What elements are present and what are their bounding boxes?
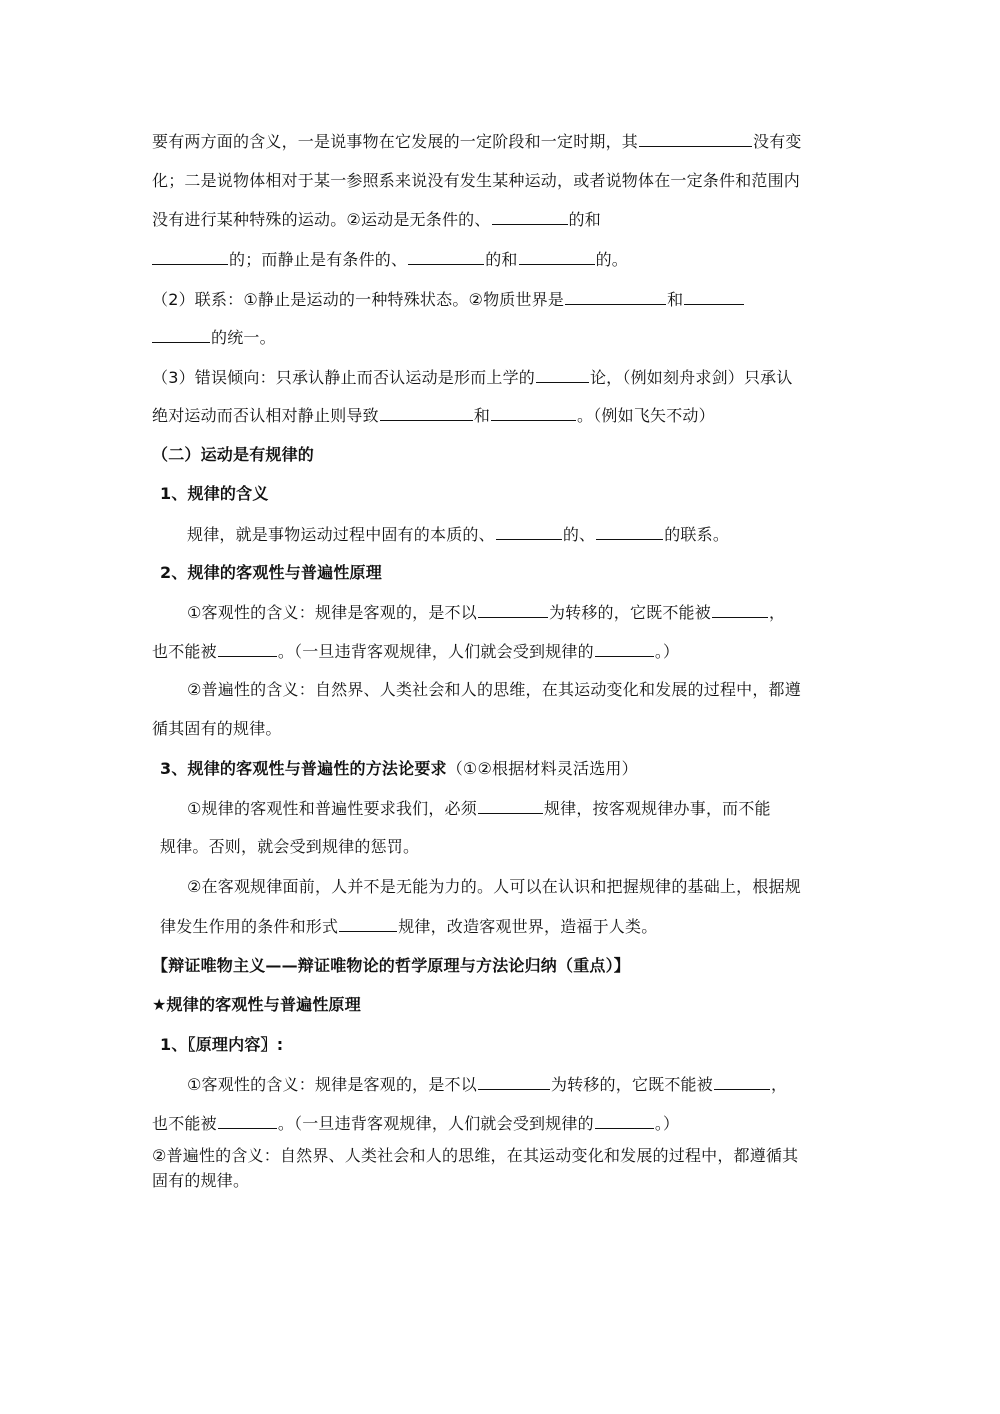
fill-blank[interactable] — [595, 640, 654, 657]
text-line: ②普遍性的含义：自然界、人类社会和人的思维，在其运动变化和发展的过程中，都遵 — [187, 680, 801, 699]
text: ， — [770, 1075, 788, 1094]
text: ①规律的客观性和普遍性要求我们，必须 — [187, 799, 477, 818]
text: 的、 — [562, 525, 596, 544]
fill-blank[interactable] — [478, 797, 543, 814]
text: 律发生作用的条件和形式 — [160, 917, 339, 936]
text: 绝对运动而否认相对静止则导致 — [152, 406, 379, 425]
fill-blank[interactable] — [152, 248, 228, 265]
text: 没有变 — [753, 132, 802, 151]
text: 为转移的，它既不能被 — [548, 603, 711, 622]
text: 没有进行某种特殊的运动。②运动是无条件的、 — [152, 210, 491, 229]
fill-blank[interactable] — [712, 601, 768, 618]
text: 。） — [654, 1114, 680, 1133]
fill-blank[interactable] — [536, 366, 589, 383]
text-line — [152, 170, 800, 192]
text: （3）错误倾向：只承认静止而否认运动是形而上学的 — [152, 368, 535, 387]
fill-blank[interactable] — [339, 915, 397, 932]
text: ①客观性的含义：规律是客观的，是不以 — [187, 603, 477, 622]
text-line — [152, 366, 793, 388]
text-line — [187, 523, 729, 545]
text: 规律，改造客观世界，造福于人类。 — [398, 917, 658, 936]
text: 规律，按客观规律办事，而不能 — [543, 799, 771, 818]
text: 也不能被 — [152, 642, 217, 661]
text-line — [152, 208, 601, 230]
text-line: 固有的规律。 — [152, 1171, 250, 1190]
fill-blank[interactable] — [684, 288, 744, 305]
fill-blank[interactable] — [218, 1112, 277, 1129]
text: 的和 — [485, 250, 518, 269]
text-line — [152, 288, 745, 310]
text: 为转移的，它既不能被 — [550, 1075, 713, 1094]
fill-blank[interactable] — [408, 248, 484, 265]
text: （①②根据材料灵活选用） — [446, 759, 638, 778]
subheading: 2、规律的客观性与普遍性原理 — [160, 563, 382, 582]
text-line — [152, 326, 276, 348]
fill-blank[interactable] — [565, 288, 666, 305]
text: （2）联系：①静止是运动的一种特殊状态。②物质世界是 — [152, 290, 565, 309]
fill-blank[interactable] — [218, 640, 277, 657]
section-heading: ★规律的客观性与普遍性原理 — [152, 995, 361, 1014]
text-line — [187, 1073, 787, 1095]
fill-blank[interactable] — [519, 248, 595, 265]
text: 的和 — [568, 210, 601, 229]
fill-blank[interactable] — [496, 523, 562, 540]
text: 。（例如飞矢不动） — [577, 406, 715, 425]
text: 的联系。 — [664, 525, 730, 544]
section-heading: （二）运动是有规律的 — [152, 445, 315, 464]
fill-blank[interactable] — [152, 326, 210, 343]
text-line: 循其固有的规律。 — [152, 719, 282, 738]
text-line — [152, 404, 715, 426]
subheading: 1、规律的含义 — [160, 484, 269, 503]
text-line — [160, 915, 657, 937]
text-line — [152, 130, 802, 152]
fill-blank[interactable] — [492, 208, 568, 225]
subheading: 1、〖原理内容〗: — [160, 1035, 284, 1054]
fill-blank[interactable] — [380, 404, 473, 421]
text: 的。 — [595, 250, 629, 269]
text: ①客观性的含义：规律是客观的，是不以 — [187, 1075, 477, 1094]
fill-blank[interactable] — [478, 601, 548, 618]
text-line — [187, 601, 785, 623]
text: 和 — [667, 290, 684, 309]
fill-blank[interactable] — [714, 1073, 770, 1090]
text-line: ②在客观规律面前，人并不是无能为力的。人可以在认识和把握规律的基础上，根据规 — [187, 877, 801, 896]
text: 。（一旦违背客观规律，人们就会受到规律的 — [277, 642, 594, 661]
text-line — [187, 797, 771, 819]
text: 。（一旦违背客观规律，人们就会受到规律的 — [277, 1114, 594, 1133]
fill-blank[interactable] — [639, 130, 752, 147]
text: 规律，就是事物运动过程中固有的本质的、 — [187, 525, 495, 544]
text: 和 — [473, 406, 491, 425]
fill-blank[interactable] — [491, 404, 576, 421]
text: 要有两方面的含义，一是说事物在它发展的一定阶段和一定时期，其 — [152, 132, 639, 151]
text-line — [152, 1112, 679, 1134]
text-line — [152, 248, 628, 270]
fill-blank[interactable] — [595, 1112, 654, 1129]
text-line: ②普遍性的含义：自然界、人类社会和人的思维，在其运动变化和发展的过程中，都遵循其 — [152, 1146, 799, 1165]
text: 的；而静止是有条件的、 — [229, 250, 408, 269]
fill-blank[interactable] — [478, 1073, 550, 1090]
text: 的统一。 — [211, 328, 276, 347]
text: 论，（例如刻舟求剑）只承认 — [589, 368, 793, 387]
fill-blank[interactable] — [596, 523, 663, 540]
text: 也不能被 — [152, 1114, 217, 1133]
text: 。） — [654, 642, 680, 661]
text-line — [152, 640, 679, 662]
text: 3、规律的客观性与普遍性的方法论要求 — [160, 759, 447, 778]
text-line: 规律。否则，就会受到规律的惩罚。 — [160, 837, 420, 856]
text: ， — [768, 603, 786, 622]
section-heading: 【辩证唯物主义——辩证唯物论的哲学原理与方法论归纳（重点）】 — [152, 956, 631, 975]
text: 化；二是说物体相对于某一参照系来说没有发生某种运动，或者说物体在一定条件和范围内 — [152, 171, 801, 190]
subheading — [160, 758, 638, 780]
